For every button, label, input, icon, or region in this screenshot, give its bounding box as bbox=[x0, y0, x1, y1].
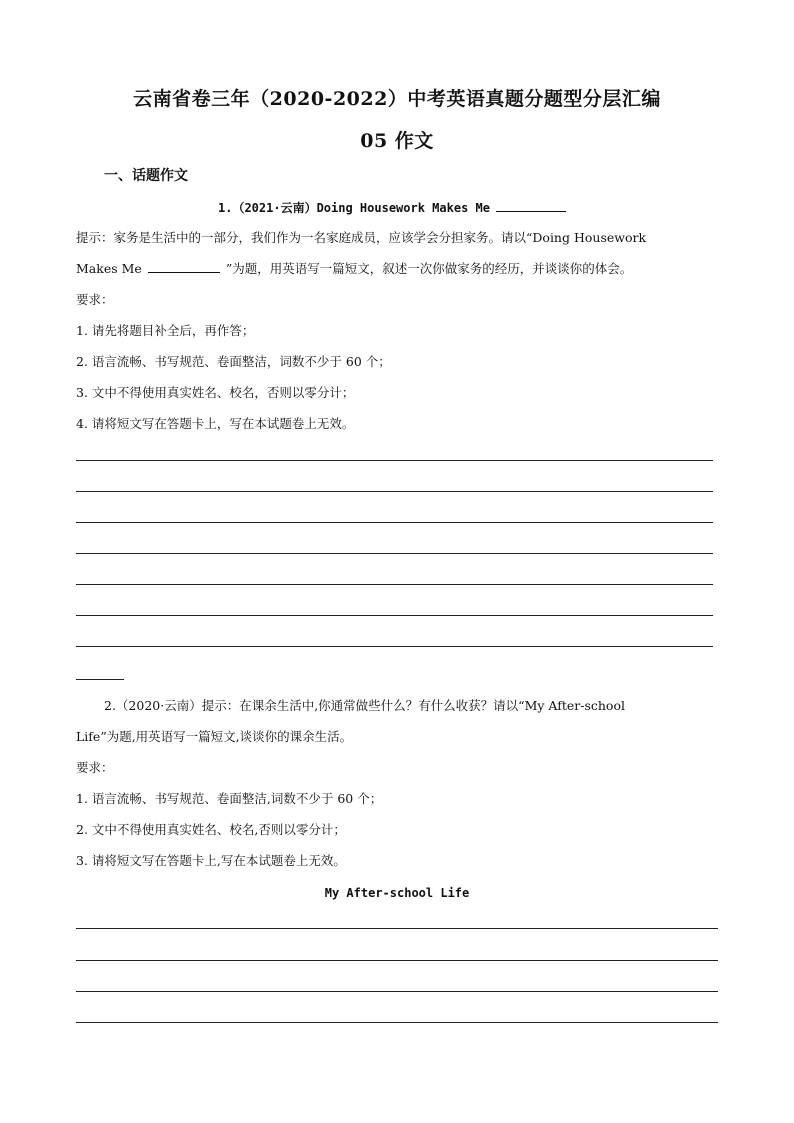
q1-title-blank bbox=[496, 199, 566, 212]
q2-writing-line bbox=[76, 991, 718, 992]
q1-hint-blank bbox=[148, 261, 220, 273]
q1-requirement-3: 3. 文中不得使用真实姓名、校名，否则以零分计； bbox=[76, 385, 355, 400]
q2-heading-line1: 2.（2020·云南）提示：在课余生活中,你通常做些什么？有什么收获？请以“My After-school bbox=[104, 698, 625, 713]
q1-writing-line bbox=[76, 460, 713, 461]
q1-writing-line bbox=[76, 584, 713, 585]
q1-writing-line bbox=[76, 615, 713, 616]
document-title: 云南省卷三年（2020-2022）中考英语真题分题型分层汇编 bbox=[133, 88, 661, 110]
q1-writing-line bbox=[76, 522, 713, 523]
document-subtitle: 05 作文 bbox=[360, 130, 434, 152]
q1-writing-line bbox=[76, 491, 713, 492]
q2-writing-line bbox=[76, 928, 718, 929]
q1-writing-line bbox=[76, 553, 713, 554]
q2-writing-line bbox=[76, 960, 718, 961]
q1-requirements-label: 要求： bbox=[76, 292, 114, 307]
q1-hint-line2 bbox=[76, 261, 632, 277]
q1-heading-text: 1.（2021·云南）Doing Housework Makes Me bbox=[218, 201, 490, 215]
q2-requirement-2: 2. 文中不得使用真实姓名、校名,否则以零分计； bbox=[76, 822, 346, 837]
q2-writing-line bbox=[76, 1022, 718, 1023]
q2-requirements-label: 要求： bbox=[76, 760, 114, 775]
q1-requirement-1: 1. 请先将题目补全后，再作答； bbox=[76, 323, 255, 338]
q1-hint-line2-end: ”为题，用英语写一篇短文，叙述一次你做家务的经历，并谈谈你的体会。 bbox=[225, 261, 633, 276]
section-heading: 一、话题作文 bbox=[104, 168, 188, 184]
q2-heading-line2: Life”为题,用英语写一篇短文,谈谈你的课余生活。 bbox=[76, 729, 353, 744]
q2-requirement-1: 1. 语言流畅、书写规范、卷面整洁,词数不少于 60 个； bbox=[76, 791, 383, 806]
q2-essay-title: My After-school Life bbox=[324, 886, 470, 900]
q1-heading bbox=[218, 199, 566, 216]
q1-writing-line-short bbox=[76, 679, 124, 680]
q1-requirement-2: 2. 语言流畅、书写规范、卷面整洁，词数不少于 60 个； bbox=[76, 354, 391, 369]
q1-writing-line bbox=[76, 646, 713, 647]
q2-requirement-3: 3. 请将短文写在答题卡上,写在本试题卷上无效。 bbox=[76, 853, 346, 868]
q1-hint-line1: 提示：家务是生活中的一部分，我们作为一名家庭成员，应该学会分担家务。请以“Doing Housework bbox=[76, 230, 647, 245]
q1-requirement-4: 4. 请将短文写在答题卡上，写在本试题卷上无效。 bbox=[76, 416, 355, 431]
q1-hint-line2-start: Makes Me bbox=[76, 261, 142, 276]
